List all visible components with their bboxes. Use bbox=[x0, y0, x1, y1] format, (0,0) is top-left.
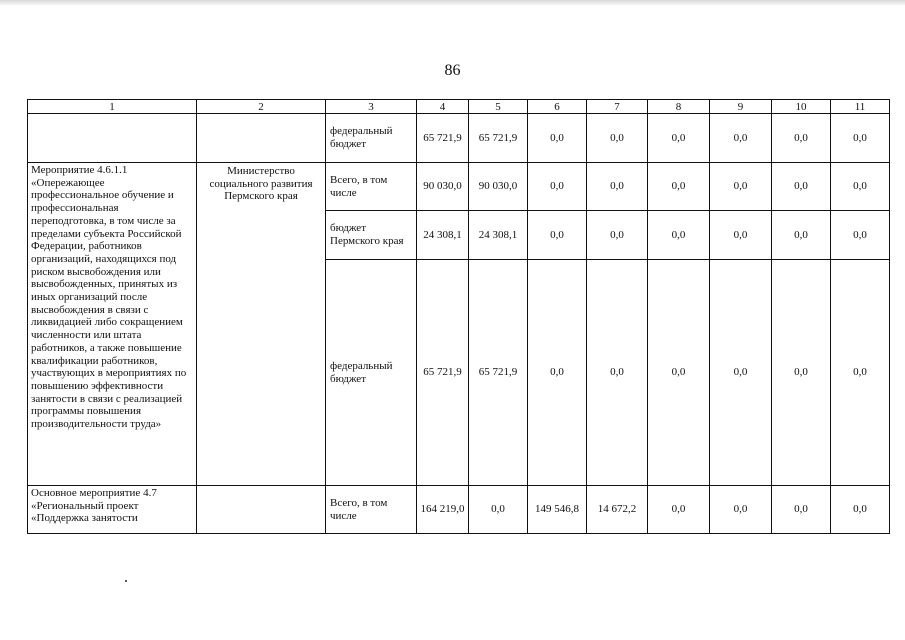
value-cell: 0,0 bbox=[772, 114, 831, 163]
value-cell: 0,0 bbox=[469, 486, 528, 534]
value-cell: 0,0 bbox=[710, 211, 772, 260]
value-cell: 0,0 bbox=[648, 211, 710, 260]
value-cell: 24 308,1 bbox=[417, 211, 469, 260]
header-cell: 9 bbox=[710, 100, 772, 114]
funding-source-cell: бюджет Пермского края bbox=[326, 211, 417, 260]
value-cell: 0,0 bbox=[648, 260, 710, 486]
scan-speck bbox=[125, 580, 127, 582]
value-cell: 0,0 bbox=[772, 211, 831, 260]
value-cell: 0,0 bbox=[772, 163, 831, 211]
value-cell: 0,0 bbox=[772, 486, 831, 534]
value-cell: 0,0 bbox=[831, 486, 890, 534]
funding-source-cell: федеральный бюджет bbox=[326, 114, 417, 163]
value-cell: 149 546,8 bbox=[528, 486, 587, 534]
header-row bbox=[28, 100, 890, 114]
table-row bbox=[28, 486, 890, 534]
value-cell: 0,0 bbox=[648, 163, 710, 211]
value-cell: 0,0 bbox=[710, 163, 772, 211]
value-cell: 65 721,9 bbox=[417, 260, 469, 486]
value-cell: 0,0 bbox=[648, 114, 710, 163]
value-cell: 0,0 bbox=[587, 163, 648, 211]
value-cell: 0,0 bbox=[648, 486, 710, 534]
header-cell: 5 bbox=[469, 100, 528, 114]
value-cell: 14 672,2 bbox=[587, 486, 648, 534]
value-cell: 0,0 bbox=[831, 211, 890, 260]
header-cell: 7 bbox=[587, 100, 648, 114]
funding-source-cell: Всего, в том числе bbox=[326, 163, 417, 211]
value-cell: 90 030,0 bbox=[469, 163, 528, 211]
header-cell: 8 bbox=[648, 100, 710, 114]
header-cell: 10 bbox=[772, 100, 831, 114]
value-cell: 164 219,0 bbox=[417, 486, 469, 534]
header-cell: 3 bbox=[326, 100, 417, 114]
value-cell: 0,0 bbox=[587, 260, 648, 486]
header-cell: 6 bbox=[528, 100, 587, 114]
value-cell: 0,0 bbox=[587, 114, 648, 163]
value-cell: 0,0 bbox=[710, 114, 772, 163]
value-cell: 0,0 bbox=[831, 260, 890, 486]
value-cell: 0,0 bbox=[772, 260, 831, 486]
funding-source-cell: федеральный бюджет bbox=[326, 260, 417, 486]
value-cell: 0,0 bbox=[710, 260, 772, 486]
value-cell: 24 308,1 bbox=[469, 211, 528, 260]
scan-edge bbox=[0, 0, 905, 6]
empty-executor-cell bbox=[197, 486, 326, 534]
header-cell: 11 bbox=[831, 100, 890, 114]
value-cell: 0,0 bbox=[528, 114, 587, 163]
header-cell: 4 bbox=[417, 100, 469, 114]
value-cell: 0,0 bbox=[528, 260, 587, 486]
funding-source-cell: Всего, в том числе bbox=[326, 486, 417, 534]
value-cell: 0,0 bbox=[528, 211, 587, 260]
budget-table bbox=[27, 99, 890, 534]
header-cell: 2 bbox=[197, 100, 326, 114]
header-cell: 1 bbox=[28, 100, 197, 114]
empty-name-cell bbox=[28, 114, 197, 163]
activity-name-cell: Мероприятие 4.6.1.1 «Опережающее профессиональное обучение и профессиональная переподготовка, в том числе за пределами субъекта Российской Федерации, работников организаций, находящихся под риском высвобождения или высвобожденных, принятых из иных организаций после высвобождения в связи с ликвидацией либо сокращением численности или штата работников, а также повышение квалификации работников, участвующих в мероприятиях по повышению эффективности занятости в связи с реализацией программы повышения производительности труда» bbox=[28, 163, 197, 486]
table-row bbox=[28, 114, 890, 163]
empty-executor-cell bbox=[197, 114, 326, 163]
page-number: 86 bbox=[444, 62, 461, 79]
value-cell: 90 030,0 bbox=[417, 163, 469, 211]
value-cell: 65 721,9 bbox=[417, 114, 469, 163]
executor-cell: Министерство социального развития Пермского края bbox=[197, 163, 326, 486]
value-cell: 0,0 bbox=[528, 163, 587, 211]
activity-name-cell: Основное мероприятие 4.7 «Региональный проект «Поддержка занятости bbox=[28, 486, 197, 534]
value-cell: 65 721,9 bbox=[469, 260, 528, 486]
table-row bbox=[28, 163, 890, 211]
value-cell: 0,0 bbox=[831, 163, 890, 211]
value-cell: 0,0 bbox=[710, 486, 772, 534]
value-cell: 0,0 bbox=[831, 114, 890, 163]
value-cell: 0,0 bbox=[587, 211, 648, 260]
value-cell: 65 721,9 bbox=[469, 114, 528, 163]
